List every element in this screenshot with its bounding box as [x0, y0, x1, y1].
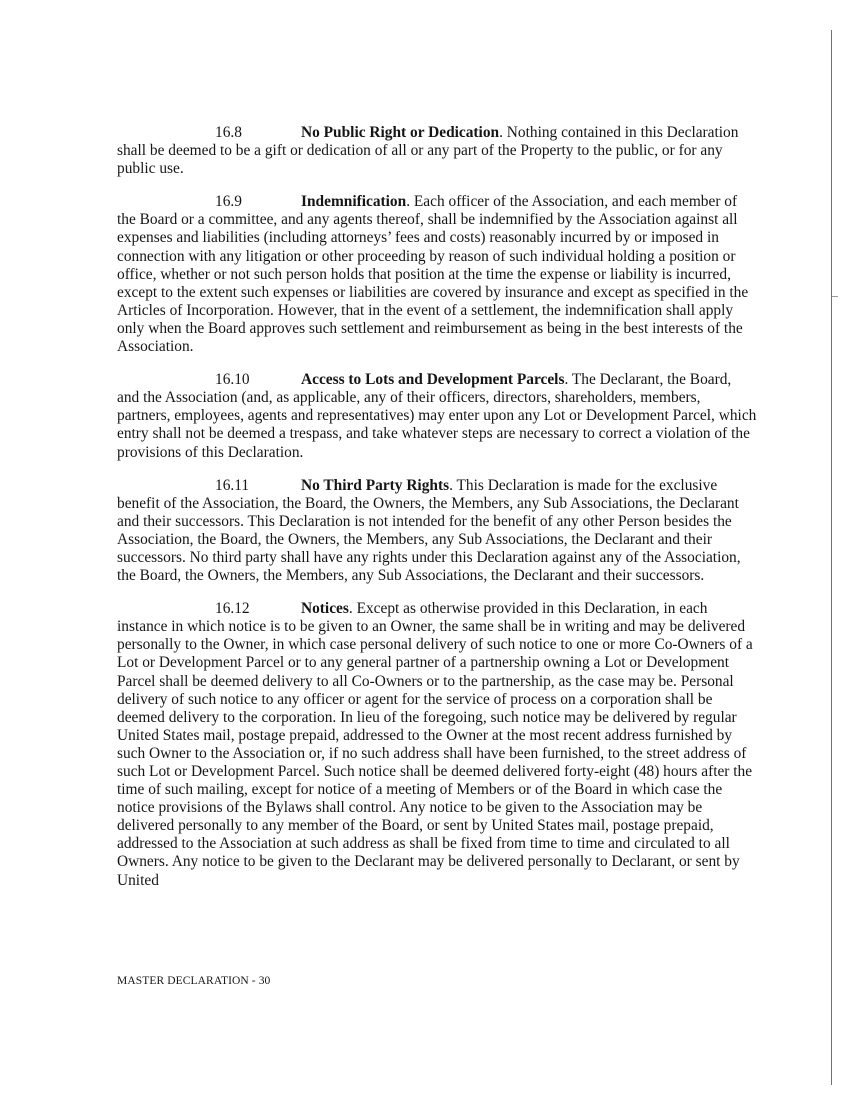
section-number: 16.11 — [215, 476, 250, 494]
section-number: 16.10 — [215, 371, 250, 389]
section-number: 16.12 — [215, 600, 250, 618]
section-16-8: 16.8 No Public Right or Dedication. Nothing contained in this Declaration shall be deemed to be a gift or dedication of all or any part of the Property to the public, or for any public use. — [117, 124, 739, 178]
section-text: Except as otherwise provided in this Declaration, in each instance in which notice is to be given to an Owner, the same shall be in writing and may be delivered personally to the Owner, in which case personal delivery of such notice to one or more Co-Owners of a Lot or Development Parcel or to any general partner of a partnership owning a Lot or Development Parcel shall be deemed delivery to all Co-Owners or to the partnership, as the case may be. Personal delivery of such notice to any officer or agent for the service of process on a corporation shall be deemed delivery to the corporation. In lieu of the foregoing, such notice may be delivered by regular United States mail, postage prepaid, addressed to the Owner at the most recent address furnished by such Owner to the Association or, if no such address shall have been furnished, to the street address of such Lot or Development Parcel. Such notice shall be deemed delivered forty-eight (48) hours after the time of such mailing, except for notice of a meeting of Members or of the Board in which case the notice provisions of the Bylaws shall control. Any notice to be given to the Association may be delivered personally to any member of the Board, or sent by United States mail, postage prepaid, addressed to the Association at such address as shall be fixed from time to time and circulated to all Owners. Any notice to be given to the Declarant may be delivered personally to Declarant, or sent by United — [117, 600, 753, 889]
section-number: 16.9 — [215, 193, 242, 211]
section-16-12: 16.12 Notices. Except as otherwise provided in this Declaration, in each instance in which notice is to be given to an Owner, the same shall be in writing and may be delivered personally to the Owner, in which case personal delivery of such notice to one or more Co-Owners of a Lot or Development Parcel or to any general partner of a partnership owning a Lot or Development Parcel shall be deemed delivery to all Co-Owners or to the partnership, as the case may be. Personal delivery of such notice to any officer or agent for the service of process on a corporation shall be deemed delivery to the corporation. In lieu of the foregoing, such notice may be delivered by regular United States mail, postage prepaid, addressed to the Owner at the most recent address furnished by such Owner to the Association or, if no such address shall have been furnished, to the street address of such Lot or Development Parcel. Such notice shall be deemed delivered forty-eight (48) hours after the time of such mailing, except for notice of a meeting of Members or of the Board in which case the notice provisions of the Bylaws shall control. Any notice to be given to the Association may be delivered personally to any member of the Board, or sent by United States mail, postage prepaid, addressed to the Association at such address as shall be fixed from time to time and circulated to all Owners. Any notice to be given to the Declarant may be delivered personally to Declarant, or sent by United — [117, 600, 753, 889]
document-body — [117, 124, 757, 905]
section-number: 16.8 — [215, 124, 242, 141]
section-text: The Declarant, the Board, and the Association (and, as applicable, any of their officers, directors, shareholders, members, partners, employees, agents and representatives) may enter upon any Lot or Development Parcel, which entry shall not be deemed a trespass, and take whatever steps are necessary to correct a violation of the provisions of this Declaration. — [117, 371, 757, 461]
section-title: No Public Right or Dedication — [301, 124, 500, 141]
section-title: Notices — [301, 600, 349, 618]
section-title: Access to Lots and Development Parcels — [301, 371, 565, 389]
section-text: This Declaration is made for the exclusive benefit of the Association, the Board, the Owners, the Members, any Sub Associations, the Declarant and their successors. This Declaration is not intended for the benefit of any other Person besides the Association, the Board, the Owners, the Members, any Sub Associations, the Declarant and their successors. No third party shall have any rights under this Declaration against any of the Association, the Board, the Owners, the Members, any Sub Associations, the Declarant and their successors. — [117, 476, 741, 585]
scan-edge-line — [831, 30, 832, 1085]
section-16-9: 16.9 Indemnification. Each officer of the Association, and each member of the Board or a committee, and any agents thereof, shall be indemnified by the Association against all expenses and liabilities (including attorneys’ fees and costs) reasonably incurred by or imposed in connection with any litigation or other proceeding by reason of such individual holding a position or office, whether or not such person holds that position at the time the expense or liability is incurred, except to the extent such expenses or liabilities are covered by insurance and except as specified in the Articles of Incorporation. However, that in the event of a settlement, the indemnification shall apply only when the Board approves such settlement and reimbursement as being in the best interests of the Association. — [117, 193, 749, 356]
section-text: Nothing contained in this Declaration shall be deemed to be a gift or dedication of all or any part of the Property to the public, or for any public use. — [117, 124, 739, 178]
section-16-11: 16.11 No Third Party Rights. This Declaration is made for the exclusive benefit of the Association, the Board, the Owners, the Members, any Sub Associations, the Declarant and their successors. This Declaration is not intended for the benefit of any other Person besides the Association, the Board, the Owners, the Members, any Sub Associations, the Declarant and their successors. No third party shall have any rights under this Declaration against any of the Association, the Board, the Owners, the Members, any Sub Associations, the Declarant and their successors. — [117, 476, 741, 585]
section-text: Each officer of the Association, and each member of the Board or a committee, and any agents thereof, shall be indemnified by the Association against all expenses and liabilities (including attorneys’ fees and costs) reasonably incurred by or imposed in connection with any litigation or other proceeding by reason of such individual holding a position or office, whether or not such person holds that position at the time the expense or liability is incurred, except to the extent such expenses or liabilities are covered by insurance and except as specified in the Articles of Incorporation. However, that in the event of a settlement, the indemnification shall apply only when the Board approves such settlement and reimbursement as being in the best interests of the Association. — [117, 193, 749, 356]
section-16-10: 16.10 Access to Lots and Development Parcels. The Declarant, the Board, and the Association (and, as applicable, any of their officers, directors, shareholders, members, partners, employees, agents and representatives) may enter upon any Lot or Development Parcel, which entry shall not be deemed a trespass, and take whatever steps are necessary to correct a violation of the provisions of this Declaration. — [117, 371, 757, 461]
section-title: No Third Party Rights — [301, 476, 450, 494]
section-title: Indemnification — [301, 193, 407, 211]
page-footer: MASTER DECLARATION - 30 — [117, 975, 271, 987]
scan-edge-mark — [832, 296, 838, 297]
